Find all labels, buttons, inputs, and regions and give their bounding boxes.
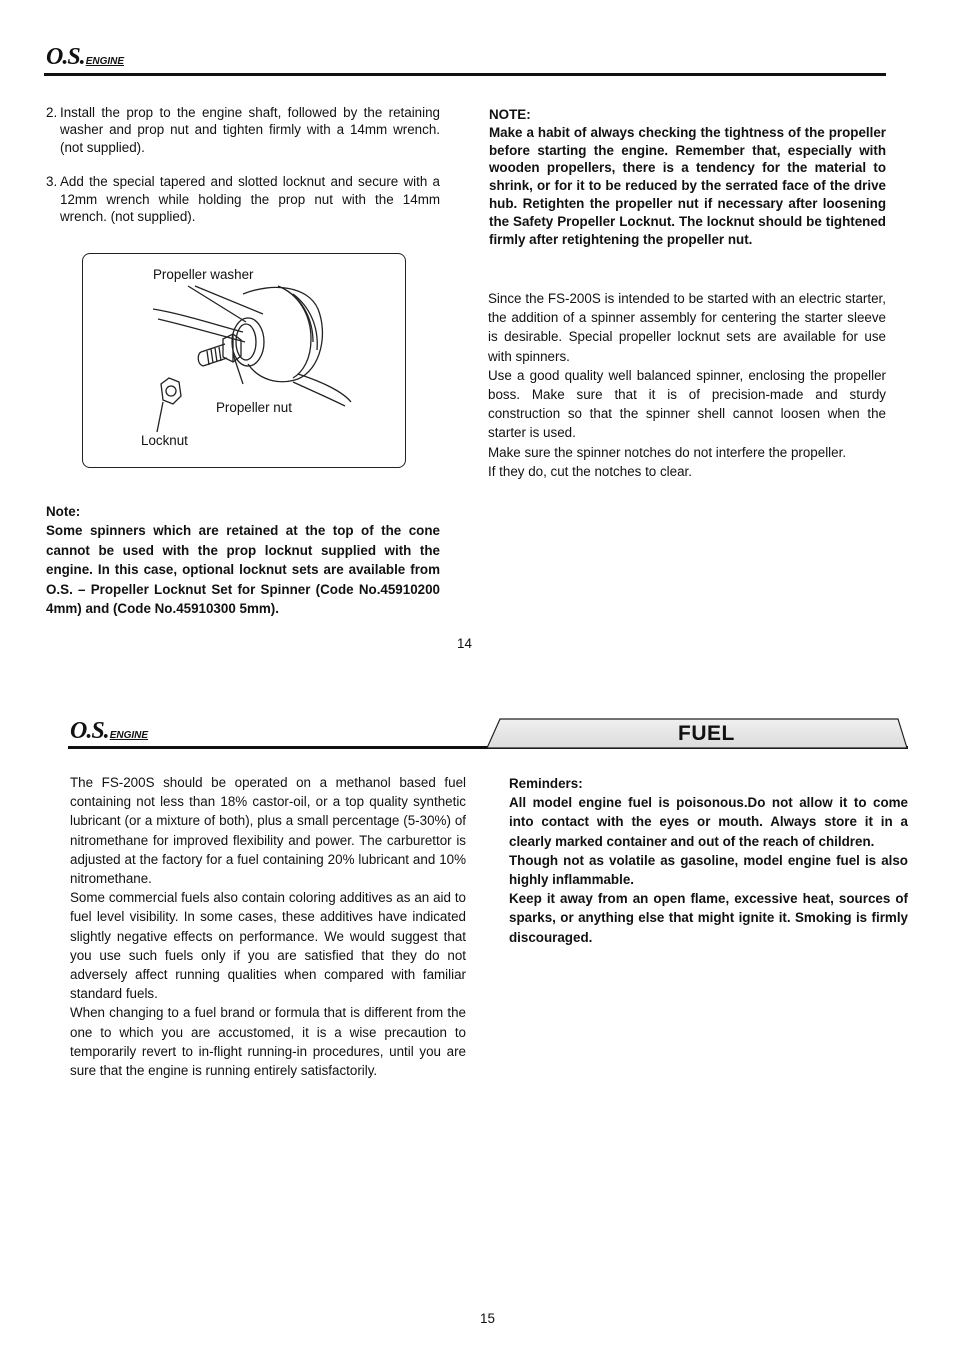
note-left-body: Some spinners which are retained at the top of the cone cannot be used with the prop locknut supplied with the engine. In this case, optional locknut sets are available from O.S. – Propeller Locknut Set for Spinner (Code No.45910200 4mm) and (Code No.45910300 5mm). [46, 523, 440, 617]
brand-engine: ENGINE [85, 56, 125, 67]
fuel-paragraph: Some commercial fuels also contain coloring additives as an aid to fuel level visibility. In some cases, these additives have indicated slightly negative effects on performance. We would suggest that you use such fuels only if you are satisfied that they do not adversely affect running qualities when compared with familiar standard fuels. [70, 890, 466, 1002]
section-title: FUEL [678, 722, 735, 745]
page-number-15: 15 [480, 1311, 495, 1326]
propeller-diagram [82, 253, 406, 468]
brand-os: O.S. [70, 718, 109, 744]
propeller-washer-label: Propeller washer [153, 267, 254, 282]
brand-logo-top [46, 44, 124, 71]
step-text: Install the prop to the engine shaft, followed by the retaining washer and prop nut and tighten firmly with a 14mm wrench. (not supplied). [60, 105, 440, 155]
fuel-paragraph: The FS-200S should be operated on a methanol based fuel containing not less than 18% castor-oil, or a top quality synthetic lubricant (or a mixture of both), plus a small percentage (5-30%) of nitromethane for improved flexibility and power. The carburettor is adjusted at the factory for a fuel containing 20% lubricant and 10% nitromethane. [70, 775, 466, 887]
spinner-paragraph: Since the FS-200S is intended to be started with an electric starter, the addition of a spinner assembly for centering the starter sleeve is desirable. Special propeller locknut sets are available for use with spinners. [488, 291, 886, 364]
header-rule-top [44, 73, 886, 76]
step-item [46, 104, 440, 156]
spinner-paragraph: Make sure the spinner notches do not interfere the propeller. [488, 444, 847, 460]
note-left [46, 502, 440, 618]
reminder-item: Though not as volatile as gasoline, model engine fuel is also highly inflammable. [509, 852, 908, 888]
reminder-item: Keep it away from an open flame, excessive heat, sources of sparks, or anything else that might ignite it. Smoking is firmly discouraged. [509, 891, 908, 945]
locknut-label: Locknut [141, 433, 188, 448]
brand-logo-bottom [70, 718, 148, 745]
reminders-heading: Reminders: [509, 776, 583, 791]
step-item [46, 173, 440, 225]
page-number-14: 14 [457, 636, 472, 651]
step-number: 3. [46, 174, 58, 190]
reminder-item: All model engine fuel is poisonous.Do not allow it to come into contact with the eyes or mouth. Always store it in a clearly marked container and out of the reach of children. [509, 795, 908, 849]
propeller-nut-label: Propeller nut [216, 400, 292, 415]
section-banner-fuel [486, 718, 908, 749]
fuel-text [70, 773, 466, 1080]
spinner-text [488, 289, 886, 481]
step-text: Add the special tapered and slotted locknut and secure with a 12mm wrench while holding the prop nut with the 14mm wrench. (not supplied). [60, 174, 440, 225]
brand-engine: ENGINE [109, 730, 149, 741]
note-right-body: Make a habit of always checking the tightness of the propeller before starting the engine. Remember that, especially with wooden propellers, there is a tendency for the material to shrink, or for it to be reduced by the serrated face of the drive hub. Retighten the propeller nut if necessary after loosening the Safety Propeller Locknut. The locknut should be tightened firmly after retightening the propeller nut. [489, 124, 886, 247]
reminders [509, 774, 908, 947]
propeller-assembly-illustration [83, 254, 405, 467]
note-right [489, 106, 886, 248]
note-left-heading: Note: [46, 504, 81, 519]
spinner-paragraph: Use a good quality well balanced spinner, enclosing the propeller boss. Make sure that it is of precision-made and sturdy construction so that the spinner shell cannot loosen when the starter is used. [488, 367, 886, 441]
spinner-paragraph: If they do, cut the notches to clear. [488, 463, 692, 479]
fuel-paragraph: When changing to a fuel brand or formula that is different from the one to which you are accustomed, it is a wise precaution to temporarily revert to in-flight running-in procedures, until you are sure that the engine is running entirely satisfactorily. [70, 1005, 466, 1079]
install-steps [46, 104, 440, 225]
step-number: 2. [46, 105, 58, 120]
note-right-heading: NOTE: [489, 107, 531, 122]
brand-os: O.S. [46, 44, 85, 70]
